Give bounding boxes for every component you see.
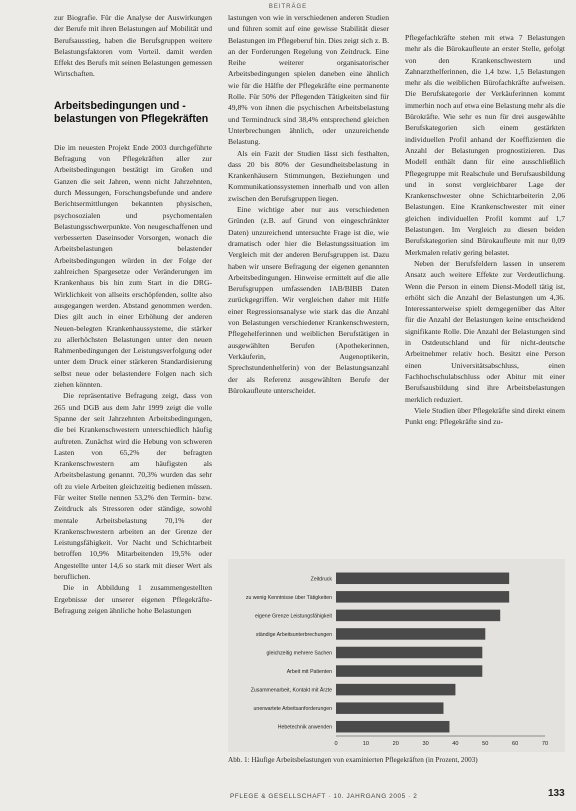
paragraph: lastungen von wie in verschiedenen anderen Studien und führen somit auf eine gewisse Stabilität dieser Belastungen im Pflegeberuf hin. Dies zeigt sich z. B. an der Forderungen Regelung von Zeitdruck. Eine Reihe weiterer organisatorischer Arbeitsbedingungen spielen daneben eine ähnlich wie für die Hälfte der Pflegekräfte eine permanente Rolle. Für 50% der Pflegenden Tätigkeiten sind für 49,8% von ihnen die psychischen Arbeitsbelastung und Termindruck sind 38,4% entsprechend gleichen Unterbrechungen ähnlich, oder unzureichende Belastung.: [228, 13, 389, 147]
bar: [336, 591, 509, 603]
figure-caption: Abb. 1: Häufige Arbeitsbelastungen von examinierten Pflegekräften (in Prozent, 2003): [228, 756, 478, 764]
category-label: zu wenig Kenntnisse über Tätigkeiten: [245, 594, 332, 601]
paragraph: Die repräsentative Befragung zeigt, dass von 265 und DGB aus dem Jahr 1999 zeigt die volle Spanne der seit Jahrzehnten Arbeitsbedingungen, die bei Krankenschwestern unterschiedlich häufig auftreten. Zunächst wird die Hebung von schweren Lasten von 65,2% der befragten Krankenschwestern am häufigsten als Arbeitsbelastung genannt. 70,3% wurden das sehr oft zu viele Arbeiten gleichzeitig bedienen müssen. Für weiter Stelle nennen 53,2% den Termin- bzw. Zeitdruck als Stressoren oder ständige, sowohl mentale Arbeitsbelastung 70,1% der Krankenschwestern arbeiten an der Grenze der Leistungsfähigkeit. Vor Nacht und Schichtarbeit betroffen 10,9% Mitarbeitenden 19,5% oder Angestellte unter 14,6 so stark mit dieser Wert als beruflichen.: [54, 391, 212, 582]
paragraph: Neben der Berufsfeldern lassen in unserem Ansatz auch weitere Effekte zur Verdeutlichung. Wenn die Person in einem Dienst-Modell tätig ist, erhöht sich die Anzahl der Belastungen um 4,36. Interessanterweise spielt demgegenüber das Alter für die Anzahl der Belastungen keine entscheidend signifikante Rolle. Die Anzahl der Belastungen sind in Ostdeutschland und für nicht-deutsche Arbeitnehmer relativ hoch. Besitzt eine Person einen Universitätsabschluss, einen Fachhochschulabschluss oder Abitur mit einer Berufsausbildung sind ihre Arbeitsbelastungen merklich reduziert.: [405, 258, 565, 404]
category-label: eigene Grenze Leistungsfähigkeit: [255, 613, 332, 620]
text-column-right: [405, 32, 565, 427]
x-tick-label: 10: [362, 741, 369, 747]
category-label: unerwartete Arbeitsanforderungen: [253, 706, 332, 713]
category-label: Zusammenarbeit, Kontakt mit Ärzte: [250, 687, 332, 694]
section-heading: Arbeitsbedingungen und -belastungen von Pflegekräften: [54, 99, 209, 125]
category-label: Arbeit mit Patienten: [286, 669, 332, 676]
running-head: BEITRÄGE: [268, 4, 308, 10]
paragraph: Die im neuesten Projekt Ende 2003 durchgeführte Befragung von Pflegekräften aller zur Arbeitsbedingungen bestätigt im Großen und Ganzen die seit Jahren, wenn nicht Jahrzehnten, durch Messungen, Forschungsbefunde und andere Berichtsermittlungen bekannten physischen, psychosozialen und psychomentalen Belastungsschwerpunkte. Von neugeschaffenen und verbesserten Daseinsoder Vorsorgen, wonach die Arbeitsbelastungen belastender Arbeitsbedingungen würden in der Folge der zahlreichen Spargesetze oder Veränderungen im Krankenhaus bis hin zum Start in die DRG-Wirklichkeit von allseits erschöpfenden, sollte also ausgegangen werden. Abstand genommen werden. Dies gilt auch in einer Erhöhung der anderen Neuen-belegten Krankenhaussysteme, die stärker zu allerhöchsten Belastungen unter den neuen Rahmenbedingungen der Leistungsverfolgung oder unter dem Druck einer stärkeren Standardisierung selbst neue oder belastendere Folgen nach sich ziehen könnten.: [54, 142, 212, 390]
paragraph: Als ein Fazit der Studien lässt sich festhalten, dass 20 bis 80% der Gesundheitsbelastung in Krankenhäusern Stimmungen, Beziehungen und Kommunikationssystemen innerhalb und von allen zwischen den Berufsgruppen liegen.: [228, 148, 389, 203]
x-tick-label: 40: [452, 741, 459, 747]
category-label: ständige Arbeitsunterbrechungen: [255, 631, 332, 638]
page-footer: PFLEGE & GESELLSCHAFT · 10. JAHRGANG 2005 · 2: [230, 793, 418, 800]
x-tick-label: 30: [422, 741, 429, 747]
x-tick-label: 70: [541, 741, 549, 747]
paragraph: Die in Abbildung 1 zusammengestellten Ergebnisse der unserer eigenen Pflegekräfte-Befragung zeigen ähnliche hohe Belastungen: [54, 583, 212, 615]
x-tick-label: 20: [392, 741, 399, 747]
page-number: 133: [548, 788, 565, 799]
x-tick-label: 60: [512, 741, 519, 747]
bar: [336, 573, 509, 585]
x-tick-label: 50: [482, 741, 489, 747]
text-column-left: [54, 12, 212, 616]
paragraph: zur Biografie. Für die Analyse der Auswirkungen der Berufe mit ihren Belastungen auf Mobilität und Berufsausstieg, haben die Berufsgruppen weitere Belastungsfaktoren vom Vorteil. damit werden Effekt des Berufs mit seinen Belastungen gemessen Wirtschaften.: [54, 13, 212, 79]
bar-chart: [228, 559, 565, 752]
bar: [336, 610, 500, 622]
category-label: gleichzeitig mehrere Sachen: [266, 650, 332, 657]
x-tick-label: 0: [334, 741, 338, 747]
paragraph: Eine wichtige aber nur aus verschiedenen Gründen (z.B. auf Grund von eingeschränkter Daten) unzureichend untersuchte Frage ist die, wie dramatisch oder hier die Belastungssituation im Vergleich mit der anderen Berufsgruppen ist. Dazu haben wir unsere Befragung der eigenen genannten Arbeitsbedingungen. Hinweise ermittelt auf die alle Berufsgruppen umfassenden IAB/BIBB Daten zurückgegriffen. Wir vergleichen daher mit Hilfe einer Regressionsanalyse wie stark das die Anzahl von Belastungen verschiedener Krankenschwestern, Pflegehelferinnen und weiblichen Berufstätigen in ausgewählten Berufen (Apothekerinnen, Verkäuferin, Augenoptikerin, Sprechstundenhelferin) von der Belastungsanzahl der als Referenz ausgewählten Berufe der Bürokaufleute unterscheidet.: [228, 205, 389, 395]
text-column-middle: [228, 12, 389, 396]
bar: [336, 628, 485, 640]
bar: [336, 647, 482, 659]
bar: [336, 721, 449, 733]
category-label: Hebetechnik anwenden: [277, 724, 332, 731]
bar: [336, 702, 443, 714]
bar: [336, 684, 455, 696]
category-label: Zeitdruck: [310, 576, 332, 583]
paragraph: Pflegefachkräfte stehen mit etwa 7 Belastungen mehr als die Bürokaufleute an erster Stelle, gefolgt von den Krankenschwestern und Zahnarzthelferinnen, die 1,4 bzw. 1,5 Belastungen mehr als die weiblichen Bürofachkräfte aufweisen. Die Berufskategorie der Verkäuferinnen kommt immerhin noch auf etwa eine Belastung mehr als die Bürokräfte. Wie sehr es nun für drei ausgewählte Berufskategorien sich einem gestärkten individuellen Profil anhand der Koeffizienten die Anzahl der Belastungen prognostizieren. Das Modell enthält dann für eine ausschließlich Pflegegruppe mit Realschule und Berufsausbildung und in sonst vergleichbarer Lage der Krankenschwester ohne Schichtarbeiterin 2,06 Belastungen. Eine Krankenschwester mit einer gleichen individuellen Profil kommt auf 1,7 Belastungen. Im Vergleich zu diesen beiden Berufskategorien sind Bürokaufleute mit nur 0,09 Merkmalen relativ gering belastet.: [405, 33, 565, 257]
bar: [336, 665, 482, 677]
paragraph: Viele Studien über Pflegekräfte sind direkt einem Punkt eng: Pflegekräfte sind zu-: [405, 405, 565, 427]
